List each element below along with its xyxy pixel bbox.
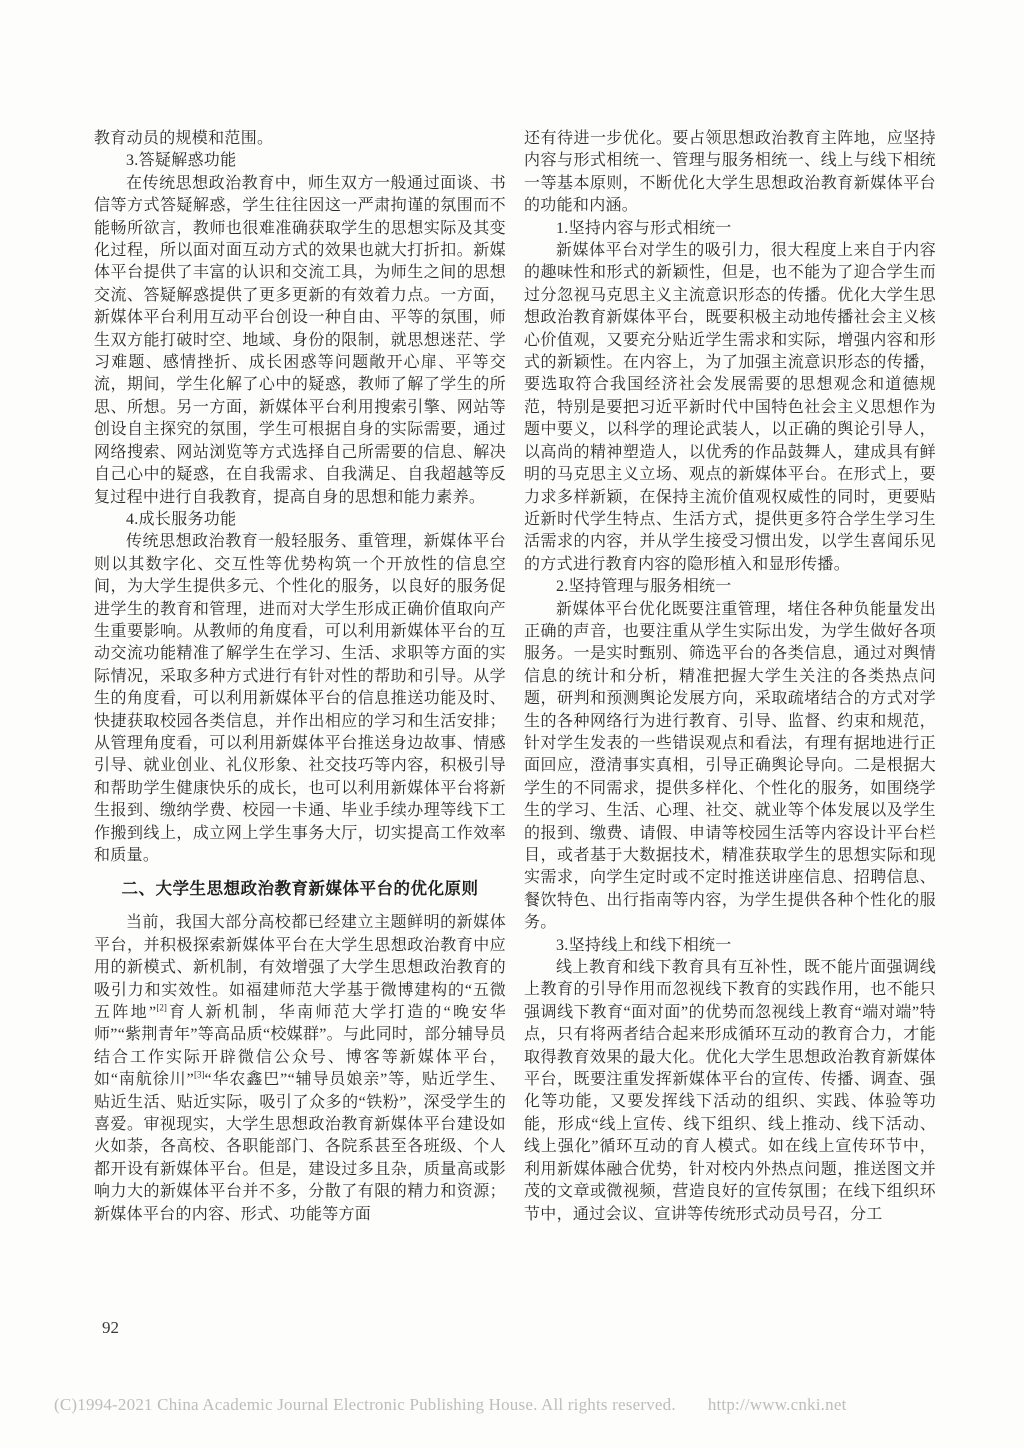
paragraph: 新媒体平台优化既要注重管理，堵住各种负能量发出正确的声音，也要注重从学生实际出发，为学生做好各项服务。一是实时甄别、筛选平台的各类信息，通过对舆情信息的统计和分析，精准把握大学生关注的各类热点问题，研判和预测舆论发展方向，采取疏堵结合的方式对学生的各种网络行为进行教育、引导、监督、约束和规范，针对学生发表的一些错误观点和看法，有理有据地进行正面回应，澄清事实真相，引导正确舆论导向。二是根据大学生的不同需求，提供多样化、个性化的服务，如围绕学生的学习、生活、心理、社交、就业等个体发展以及学生的报到、缴费、请假、申请等校园生活等内容设计平台栏目，或者基于大数据技术，精准获取学生的思想实际和现实需求，向学生定时或不定时推送讲座信息、招聘信息、餐饮特色、出行指南等内容，为学生提供各种个性化的服务。 [524,600,936,932]
subsection-heading: 2.坚持管理与服务相统一 [556,578,732,596]
subsection-heading: 3.答疑解惑功能 [126,152,237,170]
left-column [94,128,506,1226]
citation-ref: [3] [194,1069,205,1080]
subsection-heading: 3.坚持线上和线下相统一 [556,936,732,954]
paragraph: 还有待进一步优化。要占领思想政治教育主阵地，应坚持内容与形式相统一、管理与服务相统一、线上与线下相统一等基本原则，不断优化大学生思想政治教育新媒体平台的功能和内涵。 [524,130,936,215]
subsection-heading: 4.成长服务功能 [126,510,237,528]
subsection-heading: 1.坚持内容与形式相统一 [556,219,732,237]
page-number: 92 [102,1318,119,1337]
copyright-footer [54,1395,847,1415]
right-column [524,128,936,1226]
cnki-url: http://www.cnki.net [707,1395,847,1414]
section-heading: 二、大学生思想政治教育新媒体平台的优化原则 [121,880,479,899]
paragraph: 当前，我国大部分高校都已经建立主题鲜明的新媒体平台，并积极探索新媒体平台在大学生思想政治教育中应用的新模式、新机制，有效增强了大学生思想政治教育的吸引力和实效性。如福建师范大学基于微博建构的“五微五阵地”[2]育人新机制，华南师范大学打造的“晚安华师”“紫荆青年”等高品质“校媒群”。与此同时，部分辅导员结合工作实际开辟微信公众号、博客等新媒体平台，如“南航徐川”[3]“华农鑫巴”“辅导员娘亲”等，贴近学生、贴近生活、贴近实际，吸引了众多的“铁粉”，深受学生的喜爱。审视现实，大学生思想政治教育新媒体平台建设如火如荼，各高校、各职能部门、各院系甚至各班级、个人都开设有新媒体平台。但是，建设过多且杂，质量高或影响力大的新媒体平台并不多，分散了有限的精力和资源；新媒体平台的内容、形式、功能等方面 [94,914,506,1223]
paragraph: 教育动员的规模和范围。 [94,130,274,147]
citation-ref: [2] [156,1002,167,1013]
copyright-text: (C)1994-2021 China Academic Journal Electronic Publishing House. All rights reserved. [54,1395,676,1414]
paragraph: 线上教育和线下教育具有互补性，既不能片面强调线上教育的引导作用而忽视线下教育的实践作用，也不能只强调线下教育“面对面”的优势而忽视线上教育“端对端”特点，只有将两者结合起来形成循环互动的教育合力，才能取得教育效果的最大化。优化大学生思想政治教育新媒体平台，既要注重发挥新媒体平台的宣传、传播、调查、强化等功能，又要发挥线下活动的组织、实践、体验等功能，形成“线上宣传、线下组织、线上推动、线下活动、线上强化”循环互动的育人模式。如在线上宣传环节中，利用新媒体融合优势，针对校内外热点问题，推送图文并茂的文章或微视频，营造良好的宣传氛围；在线下组织环节中，通过会议、宣讲等传统形式动员号召，分工 [524,959,936,1223]
paragraph: 传统思想政治教育一般轻服务、重管理，新媒体平台则以其数字化、交互性等优势构筑一个开放性的信息空间，为大学生提供多元、个性化的服务，以良好的服务促进学生的教育和管理，进而对大学生形成正确价值取向产生重要影响。从教师的角度看，可以利用新媒体平台的互动交流功能精准了解学生在学习、生活、求职等方面的实际情况，采取多种方式进行有针对性的帮助和引导。从学生的角度看，可以利用新媒体平台的信息推送功能及时、快捷获取校园各类信息，并作出相应的学习和生活安排；从管理角度看，可以利用新媒体平台推送身边故事、情感引导、就业创业、礼仪形象、社交技巧等内容，积极引导和帮助学生健康快乐的成长，也可以利用新媒体平台将新生报到、缴纳学费、校园一卡通、毕业手续办理等线下工作搬到线上，成立网上学生事务大厅，切实提高工作效率和质量。 [94,533,506,864]
paragraph: 新媒体平台对学生的吸引力，很大程度上来自于内容的趣味性和形式的新颖性，但是，也不能为了迎合学生而过分忽视马克思主义主流意识形态的传播。优化大学生思想政治教育新媒体平台，既要积极主动地传播社会主义核心价值观，又要充分贴近学生需求和实际，增强内容和形式的新颖性。在内容上，为了加强主流意识形态的传播，要选取符合我国经济社会发展需要的思想观念和道德规范，特别是要把习近平新时代中国特色社会主义思想作为题中要义，以科学的理论武装人，以正确的舆论引导人，以高尚的精神塑造人，以优秀的作品鼓舞人，建成具有鲜明的马克思主义立场、观点的新媒体平台。在形式上，要力求多样新颖，在保持主流价值观权威性的同时，更要贴近新时代学生特点、生活方式，提供更多符合学生学习生活需求的内容，并从学生接受习惯出发，以学生喜闻乐见的方式进行教育内容的隐形植入和显形传播。 [524,242,936,573]
paragraph: 在传统思想政治教育中，师生双方一般通过面谈、书信等方式答疑解惑，学生往往因这一严肃拘谨的氛围而不能畅所欲言，教师也很难准确获取学生的思想实际及其变化过程，所以面对面互动方式的效果也就大打折扣。新媒体平台提供了丰富的认识和交流工具，为师生之间的思想交流、答疑解惑提供了更多更新的有效着力点。一方面，新媒体平台利用互动平台创设一种自由、平等的氛围，师生双方能打破时空、地域、身份的限制，就思想迷茫、学习难题、感情挫折、成长困惑等问题敞开心扉、平等交流，期间，学生化解了心中的疑惑，教师了解了学生的所思、所想。另一方面，新媒体平台利用搜索引擎、网站等创设自主探究的氛围，学生可根据自身的实际需要，通过网络搜索、网站浏览等方式选择自己所需要的信息、解决自己心中的疑惑，在自我需求、自我满足、自我超越等反复过程中进行自我教育，提高自身的思想和能力素养。 [94,174,506,506]
